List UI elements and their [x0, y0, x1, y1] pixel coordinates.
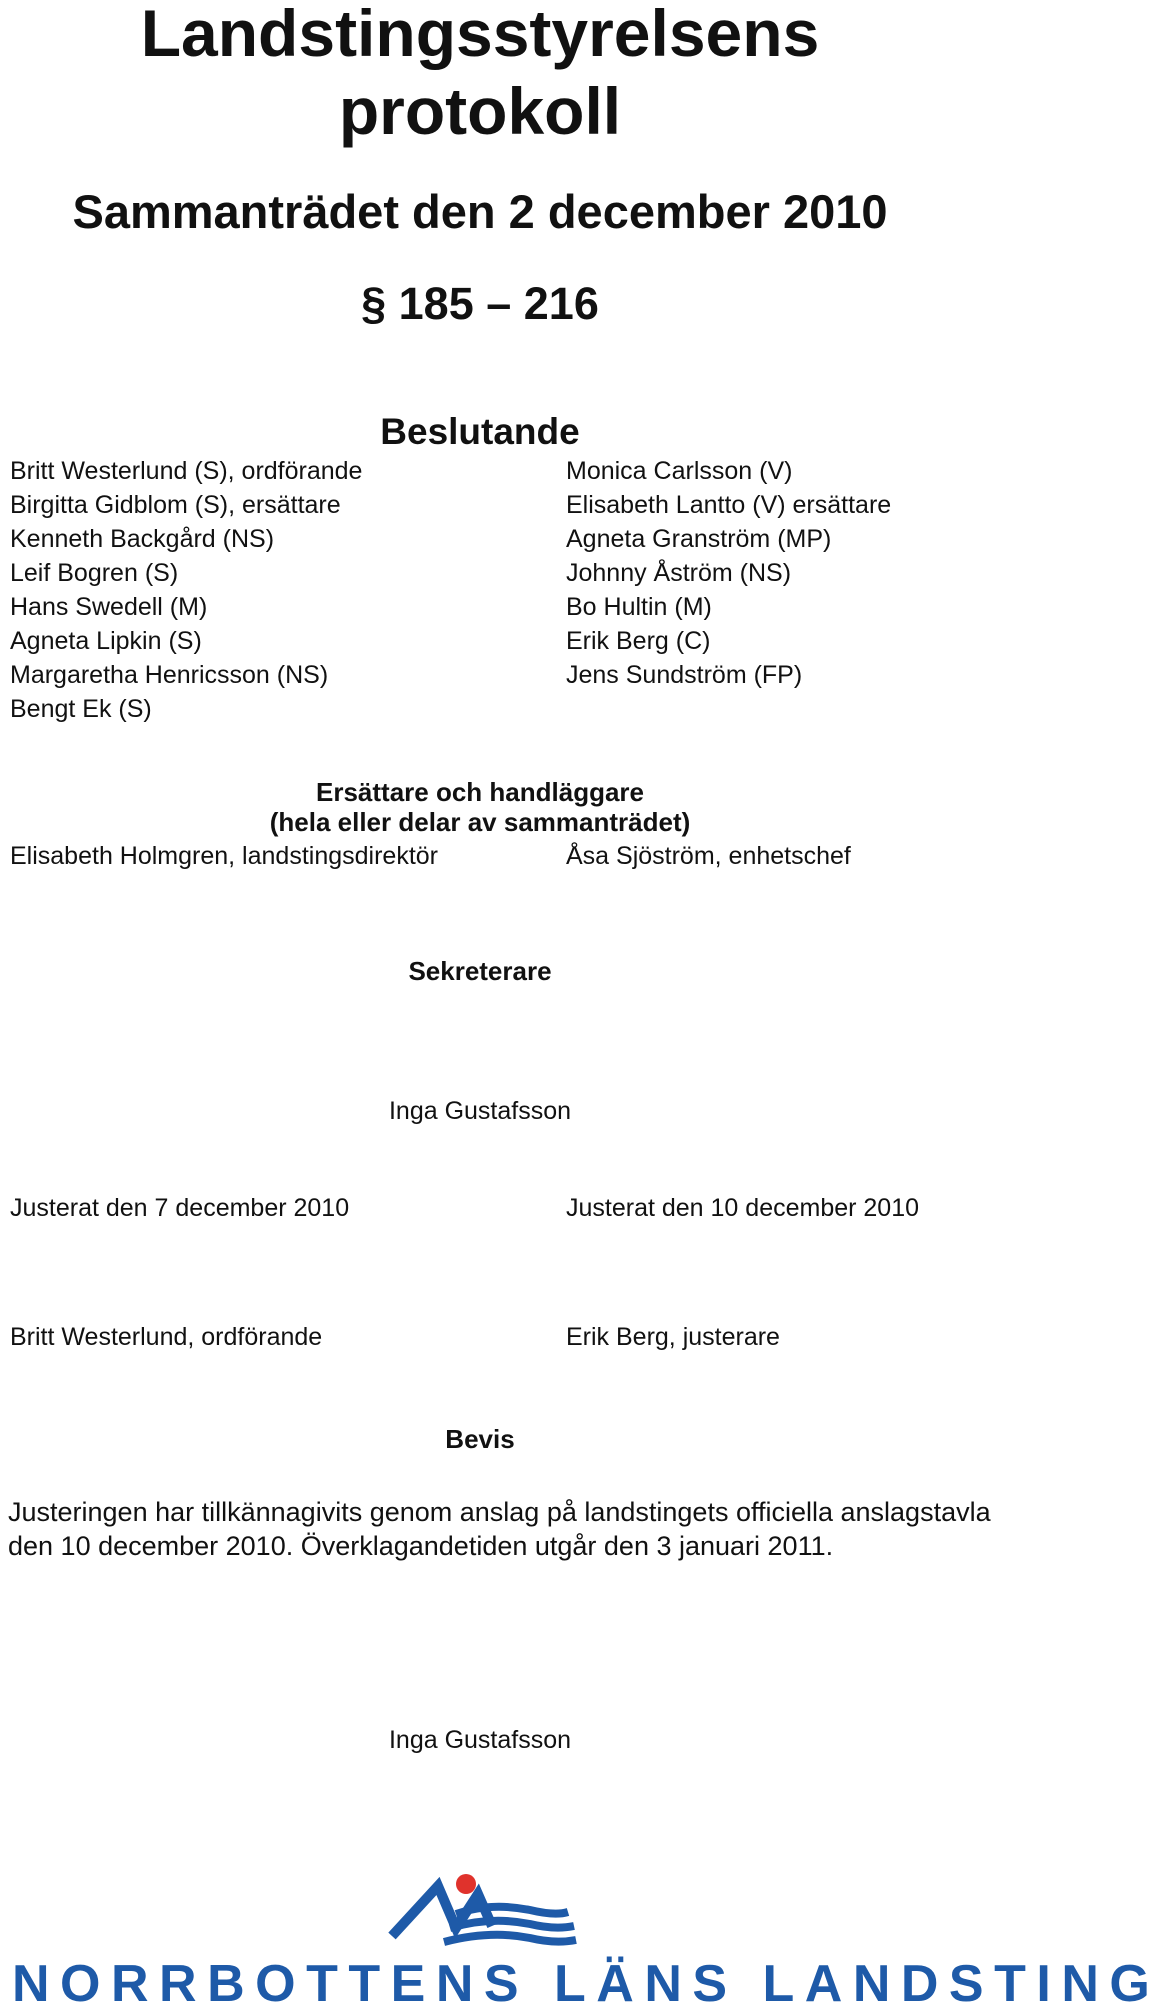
list-item: Monica Carlsson (V) — [566, 457, 793, 485]
landsting-logo-icon — [380, 1872, 580, 1958]
justerat-left-date: Justerat den 7 december 2010 — [10, 1194, 350, 1222]
list-item: Kenneth Backgård (NS) — [10, 525, 275, 553]
paragraph-range: § 185 – 216 — [361, 278, 599, 329]
list-item: Margaretha Henricsson (NS) — [10, 661, 329, 689]
landsting-wordmark: NORRBOTTENS LÄNS LANDSTING — [12, 1955, 1160, 2013]
bevis-heading: Bevis — [445, 1424, 515, 1454]
list-item: Johnny Åström (NS) — [566, 559, 792, 587]
list-item: Elisabeth Lantto (V) ersättare — [566, 491, 892, 519]
bevis-signature: Inga Gustafsson — [388, 1726, 572, 1754]
title-line-1: Landstingsstyrelsens — [140, 0, 820, 70]
list-item: Erik Berg (C) — [566, 627, 711, 655]
ersattare-right: Åsa Sjöström, enhetschef — [566, 842, 851, 870]
bevis-line-1: Justeringen har tillkännagivits genom anslag på landstingets officiella anslagstavla — [8, 1497, 991, 1527]
meeting-date: Sammanträdet den 2 december 2010 — [72, 185, 888, 238]
ersattare-left: Elisabeth Holmgren, landstingsdirektör — [10, 842, 438, 870]
ersattare-heading-line-2: (hela eller delar av sammanträdet) — [269, 807, 691, 837]
list-item: Bo Hultin (M) — [566, 593, 712, 621]
list-item: Hans Swedell (M) — [10, 593, 208, 621]
title-line-2: protokoll — [338, 74, 622, 148]
beslutande-heading: Beslutande — [380, 411, 580, 452]
ersattare-heading — [0, 777, 960, 837]
list-item: Birgitta Gidblom (S), ersättare — [10, 491, 341, 519]
ersattare-heading-line-1: Ersättare och handläggare — [316, 777, 644, 807]
beslutande-right-list — [566, 454, 891, 692]
list-item: Jens Sundström (FP) — [566, 661, 803, 689]
list-item: Britt Westerlund (S), ordförande — [10, 457, 363, 485]
bevis-line-2: den 10 december 2010. Överklagandetiden utgår den 3 januari 2011. — [8, 1531, 834, 1561]
signature-left: Britt Westerlund, ordförande — [10, 1323, 323, 1351]
signature-right: Erik Berg, justerare — [566, 1323, 780, 1351]
sekreterare-heading: Sekreterare — [408, 956, 552, 986]
bevis-text — [8, 1495, 991, 1563]
document-title — [0, 0, 960, 150]
beslutande-left-list — [10, 454, 362, 726]
sekreterare-name: Inga Gustafsson — [388, 1097, 572, 1125]
justerat-right-date: Justerat den 10 december 2010 — [566, 1194, 920, 1222]
list-item: Bengt Ek (S) — [10, 695, 152, 723]
list-item: Leif Bogren (S) — [10, 559, 179, 587]
list-item: Agneta Lipkin (S) — [10, 627, 202, 655]
list-item: Agneta Granström (MP) — [566, 525, 832, 553]
